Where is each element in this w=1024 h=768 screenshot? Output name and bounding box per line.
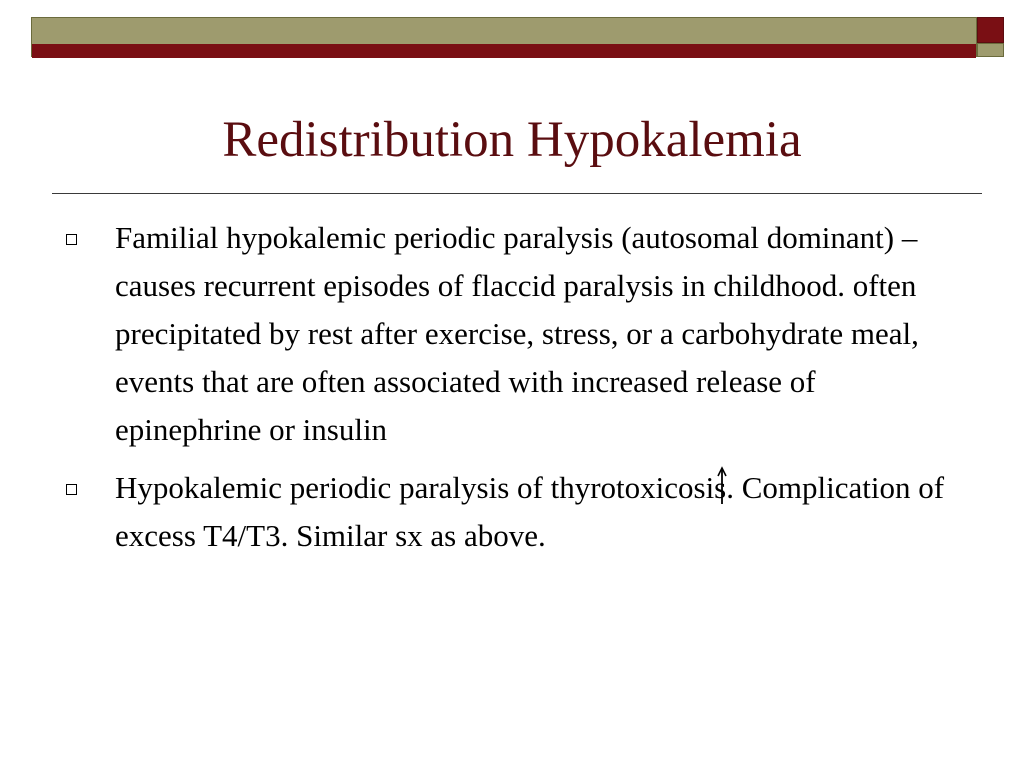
hollow-square-bullet-icon	[66, 484, 77, 495]
up-arrow-icon	[712, 464, 732, 506]
corner-square-maroon	[977, 17, 1004, 43]
bullet-text: Familial hypokalemic periodic paralysis (autosomal dominant) – causes recurrent episodes of flaccid paralysis in childhood. often precipitated by rest after exercise, stress, or a carbohydrate meal, events that are often associated with increased release of epinephrine or insulin	[115, 220, 919, 447]
header-band	[31, 17, 977, 57]
bullet-item	[62, 464, 962, 560]
header-band-olive	[32, 18, 976, 44]
bullet-list	[62, 214, 962, 570]
bullet-item	[62, 214, 962, 454]
corner-square-olive	[977, 43, 1004, 57]
title-divider	[52, 193, 982, 194]
bullet-text: Hypokalemic periodic paralysis of thyrotoxicosis. Complication of excess T4/T3. Similar sx as above.	[115, 470, 945, 553]
slide-title: Redistribution Hypokalemia	[222, 112, 802, 168]
header-band-maroon	[32, 44, 976, 58]
hollow-square-bullet-icon	[66, 234, 77, 245]
